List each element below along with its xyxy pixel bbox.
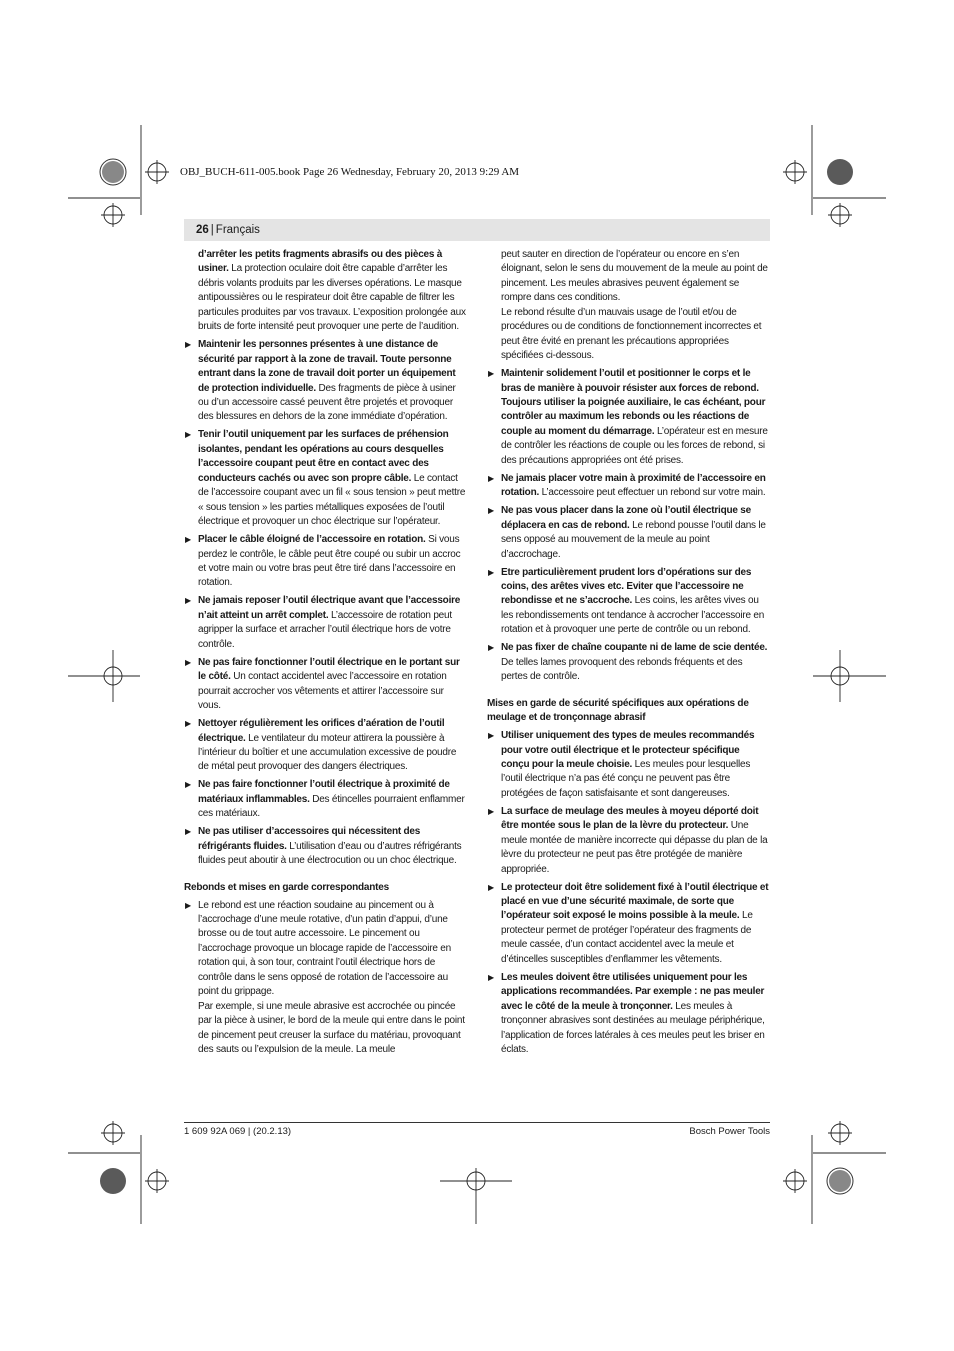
list-item: ▶ Tenir l’outil uniquement par les surfaces de préhension isolantes, pendant les opérations au cours desquelles l’accessoire coupant peut être en contact avec des conducteurs cachés ou avec son propre câble. Le contact de l’accessoire coupant avec un fil « sous tension » peut mettre « sous tension » les parties métalliques exposées de l’outil électrique et provoquer un choc électrique sur l’opérateur. [185,429,466,528]
bullet-triangle-icon: ▶ [488,567,494,577]
bullet-triangle-icon: ▶ [185,340,191,350]
bullet-triangle-icon: ▶ [185,719,191,729]
bullet-triangle-icon: ▶ [185,657,191,667]
bullet-triangle-icon: ▶ [185,430,191,440]
bullet-triangle-icon: ▶ [488,473,494,483]
bullet-triangle-icon: ▶ [185,596,191,606]
list-item: ▶ Ne pas faire fonctionner l’outil électrique en le portant sur le côté. Un contact accidentel avec l’accessoire en rotation pourrait accrocher vos vêtements et attirer l’accessoire sur vous. [185,656,460,712]
list-item: ▶ Utiliser uniquement des types de meules recommandés pour votre outil électrique et le protecteur spécifique conçu pour la meule choisie. Les meules pour lesquelles l’outil électrique n’a pas été conçu ne peuvent pas être protégées de façon satisfaisante et sont dangereuses. [488,730,755,799]
list-item: ▶ Nettoyer régulièrement les orifices d’aération de l’outil électrique. Le ventilateur du moteur attirera la poussière à l’intérieur du boîtier et une accumulation excessive de poudre de métal peut provoquer des dangers électriques. [185,718,457,773]
footer-document-number: 1 609 92A 069 | (20.2.13) [184,1126,292,1137]
section-heading: Rebonds et mises en garde correspondantes [184,881,389,893]
bullet-triangle-icon: ▶ [185,900,191,910]
list-item: ▶ Les meules doivent être utilisées uniquement pour les applications recommandées. Par exemple : ne pas meuler avec le côté de la meule à tronçonner. Les meules à tronçonner abrasives sont destinées au meulage périphérique, l’application de forces latérales à ces meules peut les briser en éclats. [488,971,765,1056]
list-item: ▶ Le protecteur doit être solidement fixé à l’outil électrique et placé en vue d’une sécurité maximale, de sorte que l’opérateur soit exposé le moins possible à la meule. Le protecteur permet de protéger l’opérateur des fragments de meule cassée, d’un contact accidentel avec la meule et d’étincelles susceptibles d’enflammer les vêtements. [488,881,769,965]
list-item: ▶ Le rebond est une réaction soudaine au pincement ou à l’accrochage d’une meule rotative, d’un patin d’appui, d’une brosse ou de tout autre accessoire. Le pincement ou l’accrochage provoque un blocage rapide de l’accessoire en rotation qui, à son tour, contraint l’outil électrique hors de contrôle dans le sens opposé de rotation de l’accessoire au point du grippage. Par exemple, si une meule abrasive est accrochée ou pincée par la pièce à usiner, le bord de la meule qui entre dans le point de pincement peut creuser la surface du matériau, provoquant des sauts ou l’expulsion de la meule. La meule [185,899,465,1056]
section-heading: Mises en garde de sécurité spécifiques aux opérations de meulage et de tronçonnage abrasif [487,697,749,724]
list-item: ▶ Maintenir solidement l’outil et positionner le corps et le bras de manière à pouvoir résister aux forces de rebond. Toujours utiliser la poignée auxiliaire, le cas échéant, pour contrôler au maximum les rebonds ou les réactions de couple au moment du démarrage. L’opérateur est en mesure de contrôler les réactions de couple ou les forces de rebond, si des précautions appropriées ont été prises. [488,368,768,466]
list-item: ▶ Ne pas utiliser d’accessoires qui nécessitent des réfrigérants fluides. L’utilisation d’eau ou d’autres réfrigérants fluides peut aboutir à une électrocution ou un choc électrique. [185,826,462,867]
bullet-triangle-icon: ▶ [185,827,191,837]
bullet-triangle-icon: ▶ [488,806,494,816]
page-number: 26 [196,224,209,236]
bullet-triangle-icon: ▶ [488,731,494,741]
list-item: ▶ Ne pas fixer de chaîne coupante ni de lame de scie dentée. De telles lames provoquent des rebonds fréquents et des pertes de contrôle. [488,642,768,683]
right-column [487,248,770,1058]
header-language: Français [215,224,260,236]
bullet-triangle-icon: ▶ [488,972,494,982]
bullet-triangle-icon: ▶ [488,369,494,379]
list-item: ▶ Etre particulièrement prudent lors d’opérations sur des coins, des arêtes vives etc. Eviter que l’accessoire ne rebondisse et ne s’accroche. Les coins, les arêtes vives ou les rebondissements ont tendance à accrocher l’accessoire en rotation et à provoquer une perte de contrôle ou un rebond. [488,566,765,636]
list-item: ▶ Ne jamais reposer l’outil électrique avant que l’accessoire n’ait atteint un arrêt complet. L’accessoire de rotation peut agripper la surface et arracher l’outil électrique hors de votre contrôle. [185,595,461,650]
list-item: ▶ Ne pas vous placer dans la zone où l’outil électrique se déplacera en cas de rebond. Le rebond pousse l’outil dans le sens opposé au mouvement de la meule au point d’accrochage. [488,505,766,560]
header-separator: | [210,224,214,236]
continued-paragraph: d’arrêter les petits fragments abrasifs ou des pièces à usiner. La protection oculaire doit être capable d’arrêter les débris volants produits par les diverses opérations. Le masque antipoussières ou le respirateur doit être capable de filtrer les particules produites par vos travaux. L’exposition prolongée aux bruits de forte intensité peut provoquer une perte de l’audition. [198,249,466,333]
list-item: ▶ La surface de meulage des meules à moyeu déporté doit être montée sous le plan de la lèvre du protecteur. Une meule montée de manière incorrecte qui dépasse du plan de la lèvre du protecteur ne peut pas être protégée de manière appropriée. [488,805,768,875]
list-item: ▶ Placer le câble éloigné de l’accessoire en rotation. Si vous perdez le contrôle, le câble peut être coupé ou subir un accroc et votre main ou votre bras peut être tiré dans l’accessoire en rotation. [185,534,461,589]
continued-paragraph: peut sauter en direction de l’opérateur ou encore en s’en éloignant, selon le sens du mouvement de la meule au point de pincement. Les meules abrasives peuvent également se rompre dans ces conditions. Le rebond résulte d’un mauvais usage de l’outil et/ou de procédures ou de conditions de fonctionnement incorrectes et peut être évité en prenant les précautions appropriées spécifiées ci-dessous. [501,249,768,362]
left-column [184,248,466,1058]
bullet-triangle-icon: ▶ [488,643,494,653]
bullet-triangle-icon: ▶ [185,780,191,790]
bullet-triangle-icon: ▶ [488,882,494,892]
page-header [184,219,770,241]
bullet-triangle-icon: ▶ [488,506,494,516]
list-item: ▶ Ne pas faire fonctionner l’outil électrique à proximité de matériaux inflammables. Des étincelles pourraient enflammer ces matériaux. [185,779,465,820]
list-item: ▶ Ne jamais placer votre main à proximité de l’accessoire en rotation. L’accessoire peut effectuer un rebond sur votre main. [488,472,766,499]
print-info-line: OBJ_BUCH-611-005.book Page 26 Wednesday, February 20, 2013 9:29 AM [180,166,520,178]
footer-brand: Bosch Power Tools [689,1126,770,1137]
list-item: ▶ Maintenir les personnes présentes à une distance de sécurité par rapport à la zone de travail. Toute personne entrant dans la zone de travail doit porter un équipement de protection individuelle. Des fragments de pièce à usiner ou d’un accessoire cassé peuvent être projetés et provoquer des blessures en dehors de la zone immédiate d’opération. [185,339,456,423]
footer-rule [184,1122,770,1123]
bullet-triangle-icon: ▶ [185,535,191,545]
